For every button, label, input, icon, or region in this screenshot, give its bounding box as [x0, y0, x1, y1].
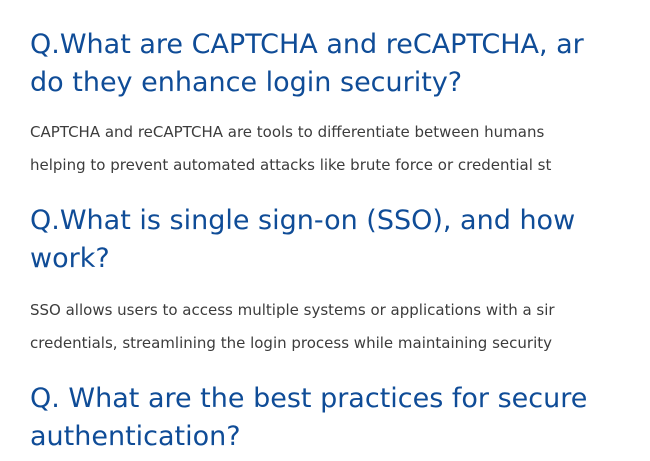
question-line: authentication?: [30, 421, 241, 452]
faq-answer-captcha: [30, 116, 551, 182]
answer-line: SSO allows users to access multiple systems or applications with a sir: [30, 301, 555, 319]
question-line: Q.What is single sign-on (SSO), and how: [30, 205, 576, 236]
answer-line: helping to prevent automated attacks like brute force or credential st: [30, 156, 552, 174]
faq-question-best-practices: [30, 380, 587, 456]
answer-line: CAPTCHA and reCAPTCHA are tools to differentiate between humans: [30, 123, 545, 141]
faq-question-sso: [30, 202, 575, 278]
question-line: work?: [30, 243, 110, 274]
faq-question-captcha: [30, 26, 584, 102]
question-line: Q. What are the best practices for secure: [30, 383, 588, 414]
question-line: do they enhance login security?: [30, 67, 463, 98]
faq-answer-sso: [30, 294, 555, 360]
question-line: Q.What are CAPTCHA and reCAPTCHA, ar: [30, 29, 584, 60]
answer-line: credentials, streamlining the login process while maintaining security: [30, 334, 552, 352]
